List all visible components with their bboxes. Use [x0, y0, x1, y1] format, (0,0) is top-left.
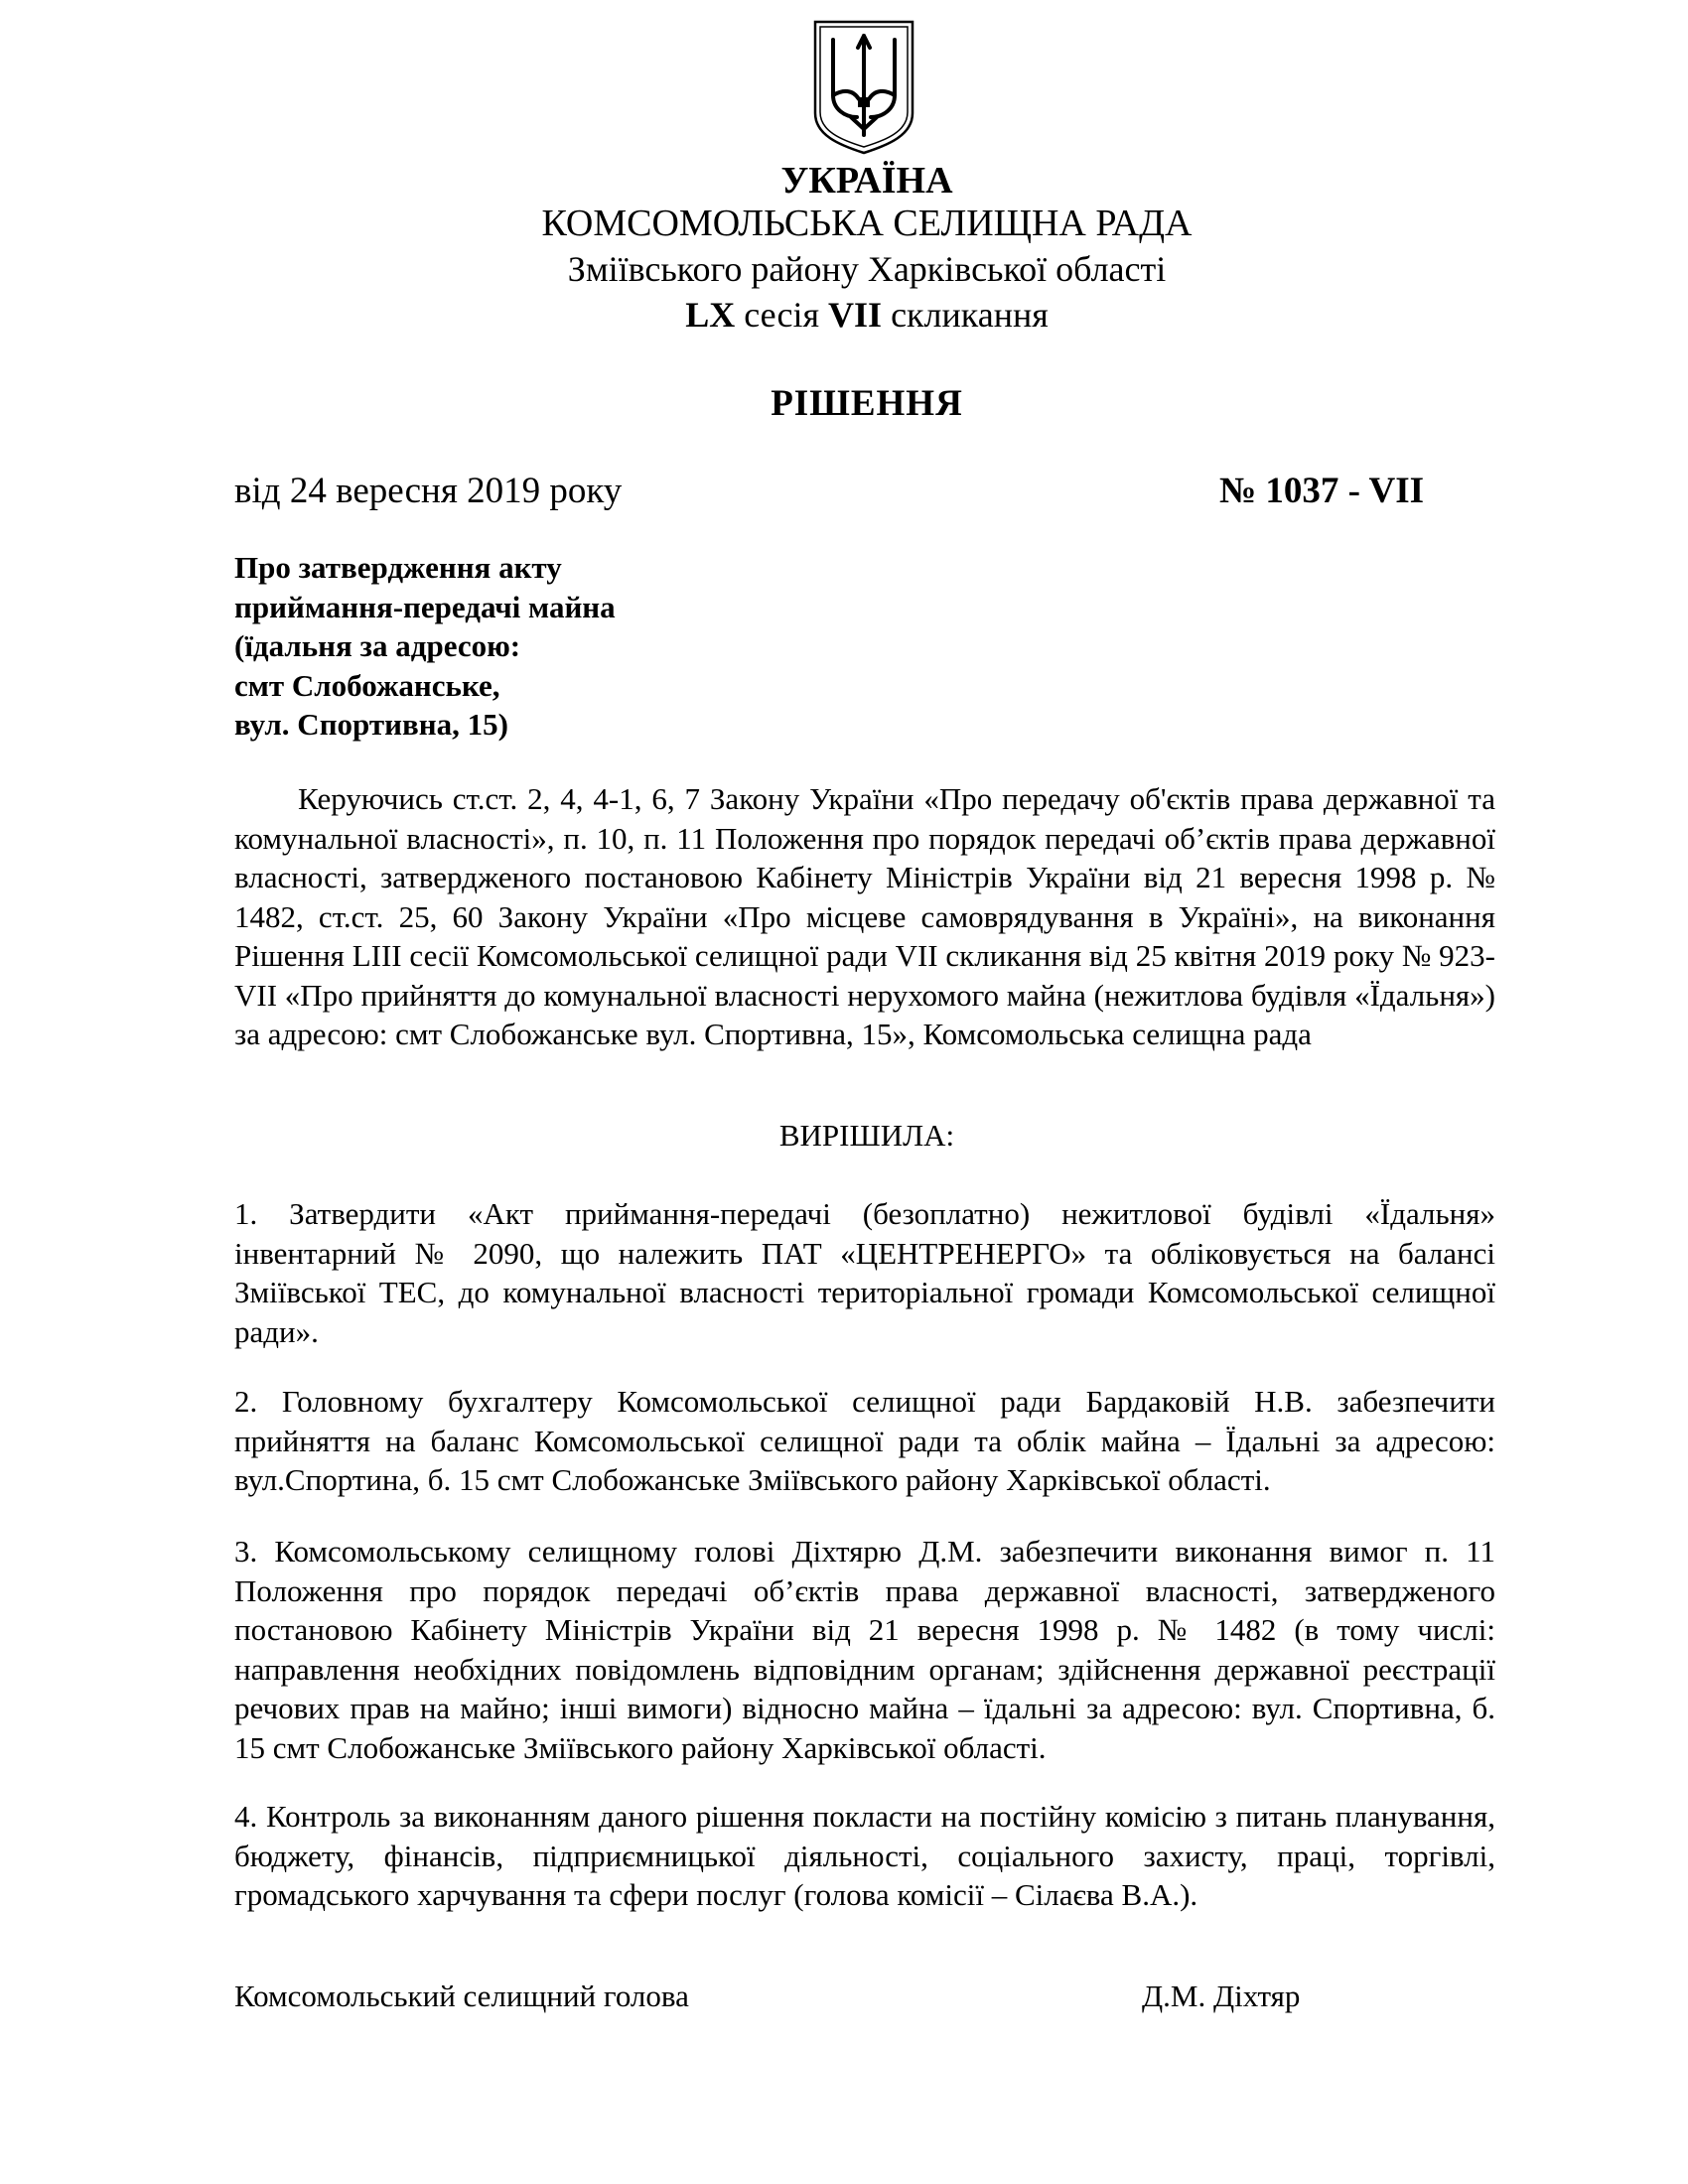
session-word: сесія [735, 295, 829, 335]
subject-line: Про затвердження акту [234, 550, 562, 585]
subject-line: приймання-передачі майна [234, 589, 616, 624]
trident-coat-of-arms-icon [809, 18, 918, 157]
resolved-heading: ВИРІШИЛА: [778, 1118, 955, 1153]
subject-line: вул. Спортивна, 15) [234, 707, 508, 742]
subject-line: смт Слобожанське, [234, 667, 500, 703]
convocation-number: VII [828, 295, 883, 335]
resolution-item-4: 4. Контроль за виконанням даного рішення покласти на постійну комісію з питань планування, бюджету, фінансів, підприємницької діяльності, соціального захисту, праці, торгівлі, громадського харчування та сфери послуг (голова комісії – Сілаєва В.А.). [234, 1799, 1495, 1912]
resolution-item-1: 1. Затвердити «Акт приймання-передачі (безоплатно) нежитлової будівлі «Їдальня» інвентарний № 2090, що належить ПАТ «ЦЕНТРЕНЕРГО» та обліковується на балансі Зміївської ТЕС, до комунальної власності територіальної громади Комсомольської селищної ради». [234, 1196, 1495, 1349]
council-heading: КОМСОМОЛЬСЬКА СЕЛИЩНА РАДА [541, 203, 1193, 244]
convocation-word: скликання [882, 295, 1049, 335]
signatory-title: Комсомольський селищний голова [234, 1979, 689, 2013]
district-heading: Зміївського району Харківської області [567, 249, 1167, 289]
session-number: LX [685, 295, 736, 335]
decision-title: РІШЕННЯ [771, 383, 963, 424]
country-heading: УКРАЇНА [780, 160, 953, 202]
resolution-item-3: 3. Комсомольському селищному голові Діхтярю Д.М. забезпечити виконання вимог п. 11 Положення про порядок передачі об’єктів права державної власності, затвердженого постановою Кабінету Міністрів України від 21 вересня 1998 р. № 1482 (в тому числі: направлення необхідних повідомлень відповідним органам; здійснення державної реєстрації речових прав на майно; інші вимоги) відносно майна – їдальні за адресою: вул. Спортивна, б. 15 смт Слобожанське Зміївського району Харківської області. [234, 1534, 1495, 1765]
preamble-paragraph: Керуючись ст.ст. 2, 4, 4-1, 6, 7 Закону України «Про передачу об'єктів права державної та комунальної власності», п. 10, п. 11 Положення про порядок передачі об’єктів права державної власності, затвердженого постановою Кабінету Міністрів України від 21 вересня 1998 р. № 1482, ст.ст. 25, 60 Закону України «Про місцеве самоврядування в Україні», на виконання Рішення LIII сесії Комсомольської селищної ради VII скликання від 25 квітня 2019 року № 923-VII «Про прийняття до комунальної власності нерухомого майна (нежитлова будівля «Їдальня») за адресою: смт Слобожанське вул. Спортивна, 15», Комсомольська селищна рада [234, 781, 1495, 1051]
signatory-name: Д.М. Діхтяр [1142, 1979, 1301, 2013]
decision-number: № 1037 - VII [1218, 471, 1424, 511]
session-heading [0, 294, 1688, 336]
decision-subject [234, 548, 616, 745]
subject-line: (їдальня за адресою: [234, 628, 521, 663]
decision-date: від 24 вересня 2019 року [234, 471, 623, 511]
resolution-item-2: 2. Головному бухгалтеру Комсомольської селищної ради Бардаковій Н.В. забезпечити прийняття на баланс Комсомольської селищної ради та облік майна – Їдальні за адресою: вул.Спортина, б. 15 смт Слобожанське Зміївського району Харківської області. [234, 1384, 1495, 1497]
